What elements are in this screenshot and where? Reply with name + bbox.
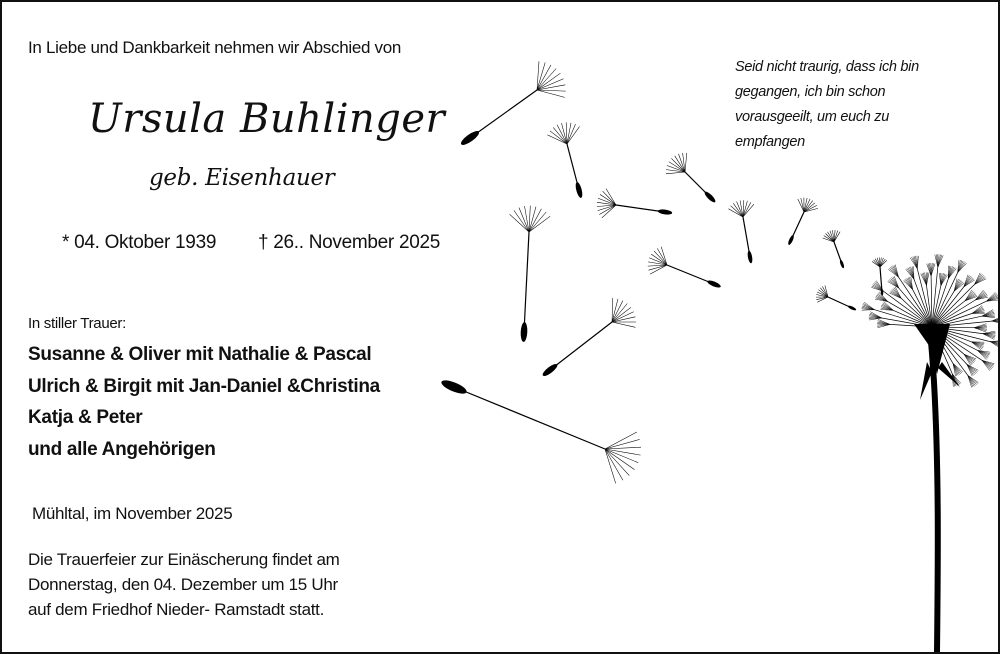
dandelion-seed-icon — [666, 153, 717, 204]
deceased-name: Ursula Buhlinger — [88, 96, 446, 142]
mourner-line: Ulrich & Birgit mit Jan-Daniel &Christina — [28, 376, 380, 397]
dandelion-seed-icon — [597, 189, 673, 218]
quote-line: vorausgeeilt, um euch zu — [735, 109, 889, 125]
seeds-group — [440, 61, 887, 483]
mourners-intro: In stiller Trauer: — [28, 315, 126, 332]
dandelion-seed-icon — [440, 378, 641, 484]
dandelion-seed-icon — [648, 247, 722, 289]
dandelion-icon — [862, 254, 998, 652]
dandelion-seed-icon — [547, 122, 583, 198]
mourner-line: Katja & Peter — [28, 407, 143, 428]
mourner-line: Susanne & Oliver mit Nathalie & Pascal — [28, 344, 372, 365]
dandelion-seed-icon — [541, 298, 636, 378]
dandelion-seed-icon — [823, 230, 845, 269]
dandelion-seed-icon — [459, 61, 566, 147]
death-date: † 26.. November 2025 — [258, 232, 441, 253]
quote-line: gegangen, ich bin schon — [735, 84, 886, 100]
funeral-line: auf dem Friedhof Nieder- Ramstadt statt. — [28, 600, 325, 619]
quote-line: empfangen — [735, 134, 805, 150]
place-date: Mühltal, im November 2025 — [32, 504, 233, 523]
birth-name: geb. Eisenhauer — [149, 165, 335, 191]
funeral-line: Donnerstag, den 04. Dezember um 15 Uhr — [28, 575, 338, 594]
funeral-line: Die Trauerfeier zur Einäscherung findet am — [28, 550, 340, 569]
quote-line: Seid nicht traurig, dass ich bin — [735, 59, 919, 75]
dandelion-seed-icon — [787, 198, 818, 246]
dandelion-illustration — [2, 2, 998, 652]
dandelion-seed-icon — [510, 206, 551, 342]
dandelion-seed-icon — [816, 285, 857, 311]
birth-date: * 04. Oktober 1939 — [62, 232, 217, 253]
intro-text: In Liebe und Dankbarkeit nehmen wir Abschied von — [28, 38, 402, 57]
mourner-line: und alle Angehörigen — [28, 439, 216, 460]
dandelion-seed-icon — [728, 200, 754, 263]
